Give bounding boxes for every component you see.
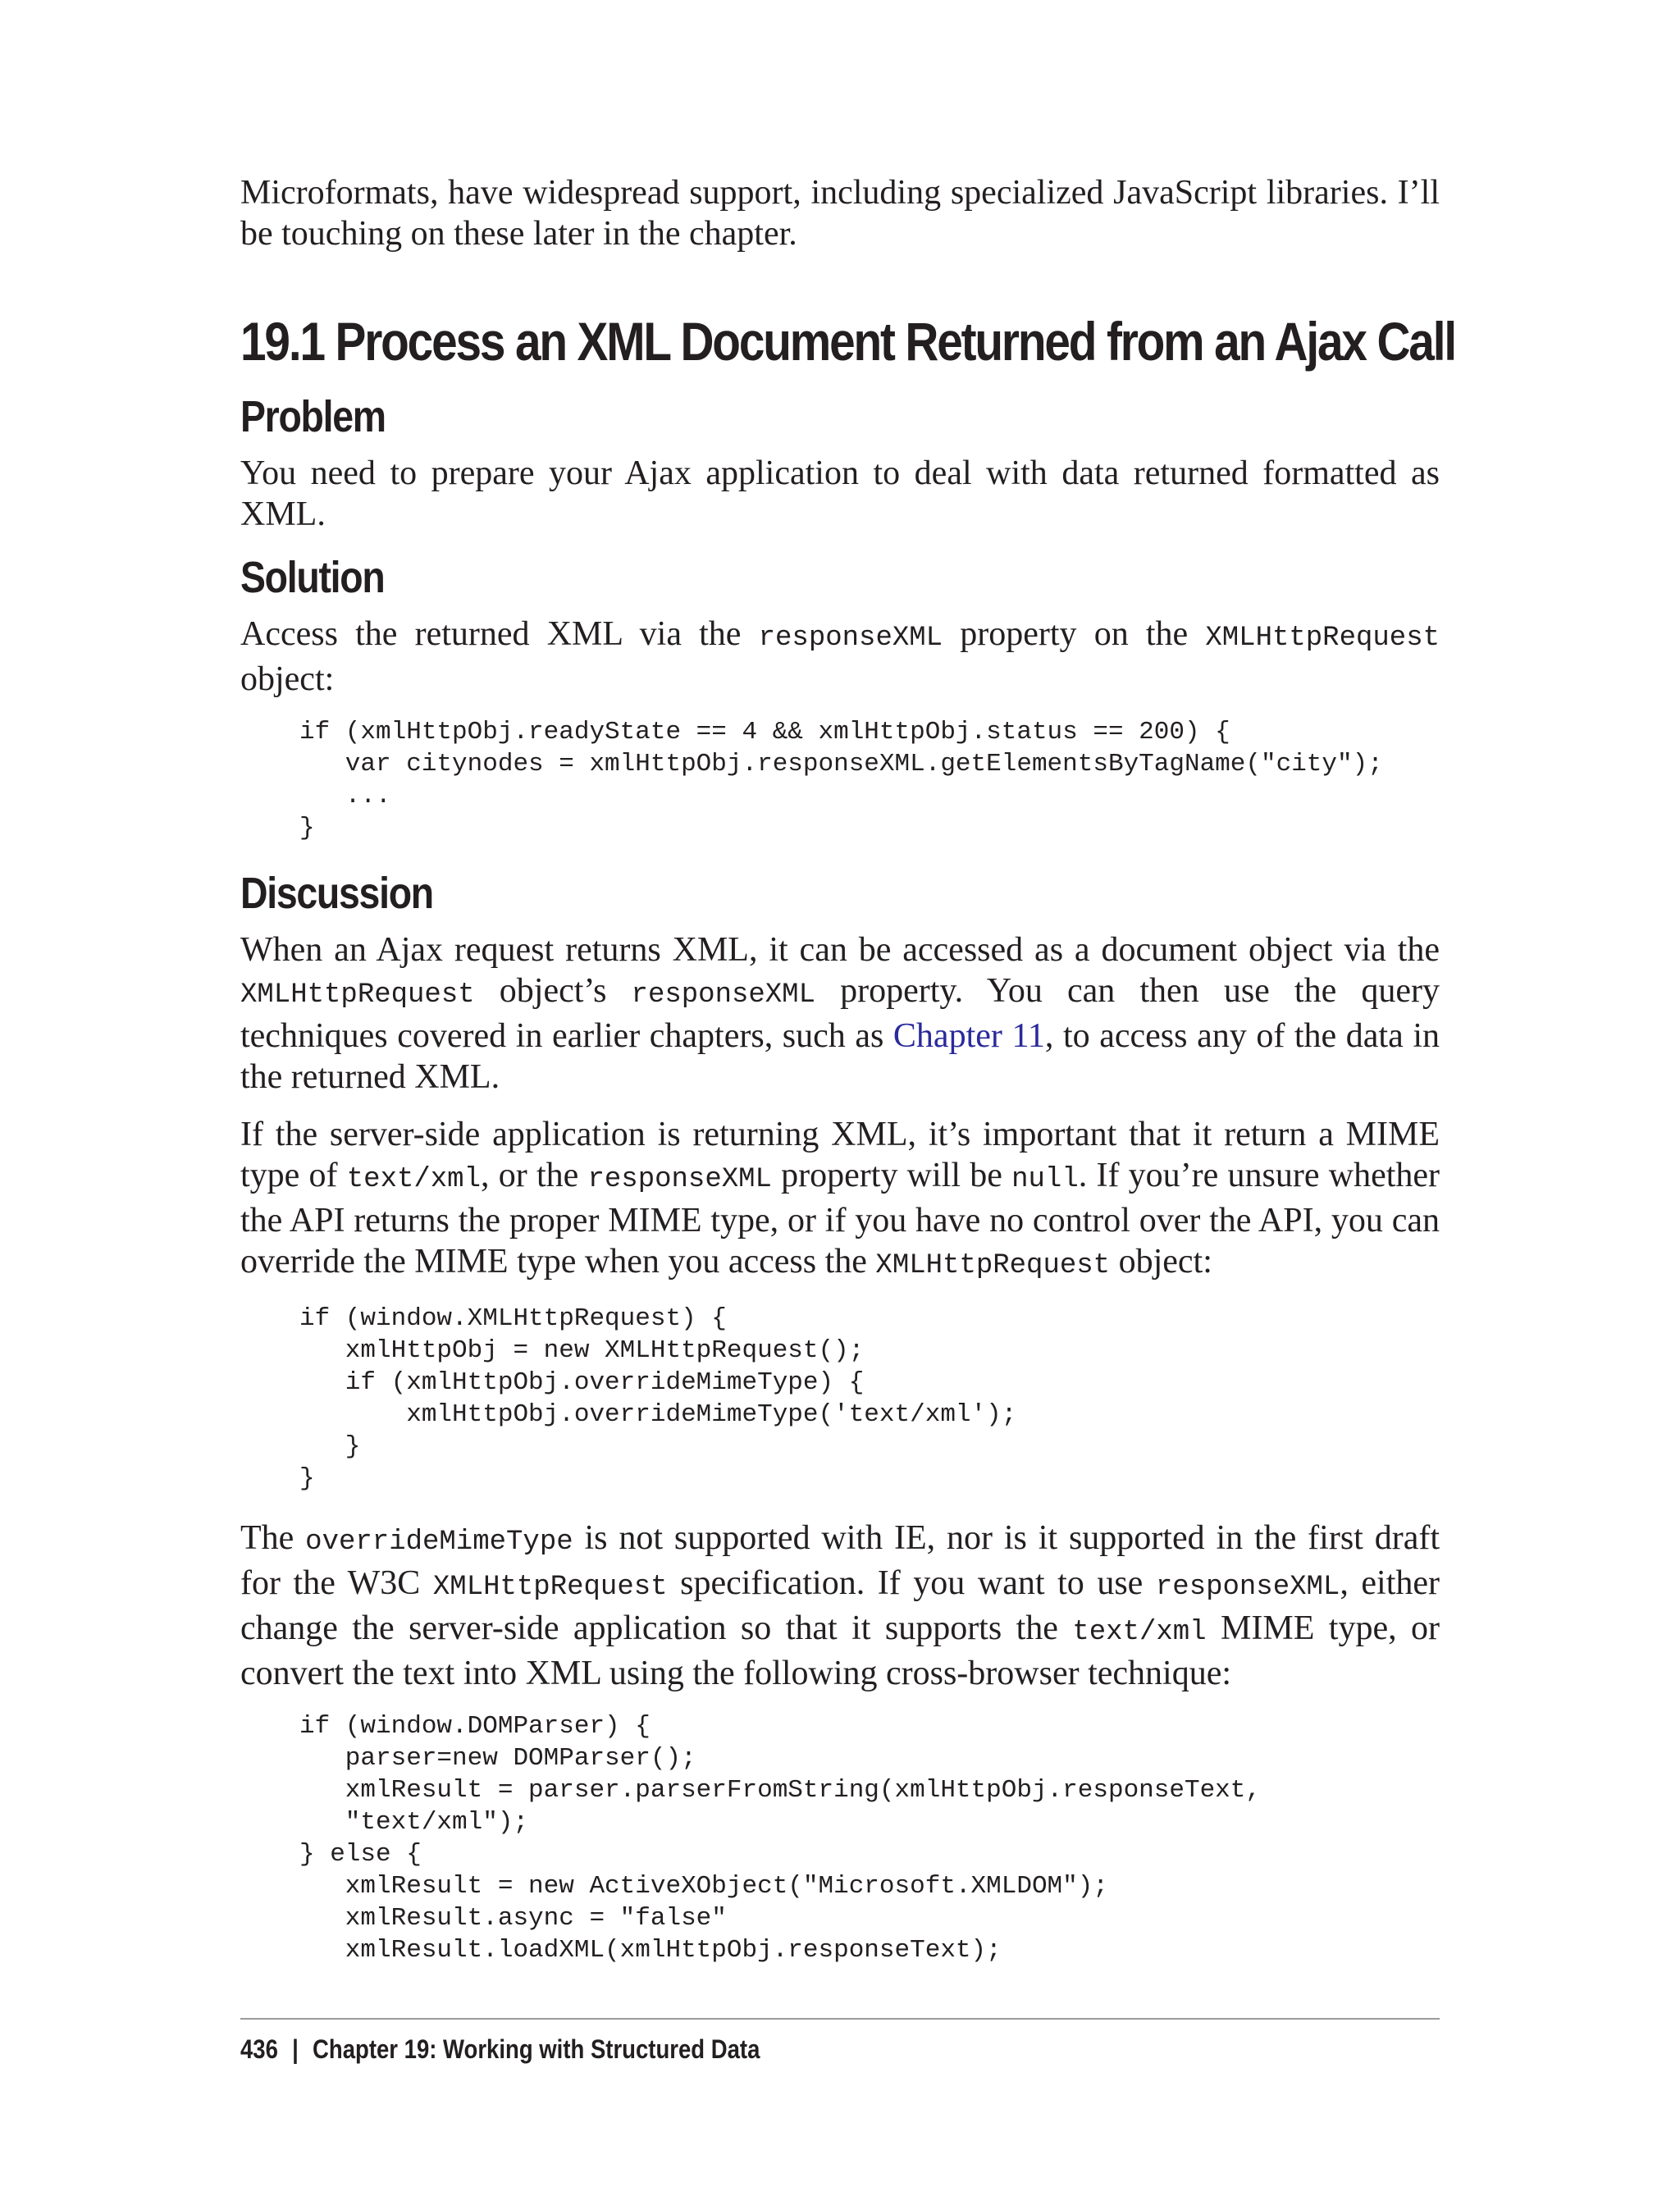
solution-text-2: property on the	[943, 615, 1206, 653]
page-footer	[240, 2033, 760, 2066]
solution-code-1: responseXML	[758, 623, 943, 654]
p2-code-3: null	[1011, 1164, 1079, 1195]
discussion-paragraph-1	[240, 929, 1440, 1098]
running-chapter-title: Chapter 19: Working with Structured Data	[313, 2034, 760, 2064]
p3-code-1: overrideMimeType	[305, 1527, 573, 1558]
discussion-heading: Discussion	[240, 869, 433, 918]
page-content	[240, 172, 1455, 1989]
chapter-11-link[interactable]: Chapter 11	[892, 1017, 1045, 1055]
solution-paragraph	[240, 614, 1440, 700]
solution-code-block: if (xmlHttpObj.readyState == 4 && xmlHttpObj.status == 200) { var citynodes = xmlHttpObj.responseXML.getElementsByTagName("city"); ... }	[299, 718, 1383, 842]
p2-code-1: text/xml	[346, 1164, 481, 1195]
p3-text-2: is not supported with IE, nor is it supported in the first draft for the W3C	[240, 1519, 1440, 1602]
problem-heading: Problem	[240, 392, 386, 441]
p1-text-4: , to access any of the data in the returned XML.	[240, 1017, 1440, 1096]
override-mime-code-block: if (window.XMLHttpRequest) { xmlHttpObj = new XMLHttpRequest(); if (xmlHttpObj.overrideMimeType) { xmlHttpObj.overrideMimeType('text/xml'); } }	[299, 1304, 1017, 1493]
p2-text-5: object:	[1110, 1243, 1212, 1281]
p2-text-3: property will be	[771, 1157, 1012, 1194]
p3-text-4: , either change the server-side application so that it supports the	[240, 1564, 1440, 1647]
intro-paragraph: Microformats, have widespread support, including specialized JavaScript libraries. I’ll be touching on these later in the chapter.	[240, 174, 1440, 253]
problem-paragraph: You need to prepare your Ajax application to deal with data returned formatted as XML.	[240, 454, 1440, 533]
discussion-paragraph-3	[240, 1518, 1440, 1694]
solution-text-1: Access the returned XML via the	[240, 615, 759, 653]
p3-code-4: text/xml	[1072, 1617, 1207, 1648]
p2-text-4: . If you’re unsure whether the API returns the proper MIME type, or if you have no control over the API, you can override the MIME type when you access the	[240, 1157, 1440, 1281]
discussion-paragraph-2	[240, 1114, 1440, 1286]
p3-text-1: The	[240, 1519, 306, 1557]
section-title: 19.1 Process an XML Document Returned from an Ajax Call	[240, 311, 1455, 372]
p2-code-2: responseXML	[587, 1164, 772, 1195]
p1-text-3: property. You can then use the query techniques covered in earlier chapters, such as	[240, 972, 1440, 1055]
footer-rule	[240, 2018, 1440, 2020]
page-number: 436	[240, 2034, 278, 2064]
p2-code-4: XMLHttpRequest	[875, 1250, 1111, 1281]
p1-text-2: object’s	[474, 972, 632, 1010]
p1-code-2: responseXML	[631, 979, 815, 1011]
p3-code-2: XMLHttpRequest	[432, 1572, 668, 1603]
p3-text-3: specification. If you want to use	[667, 1564, 1156, 1602]
footer-separator: |	[292, 2034, 299, 2064]
p2-text-1: If the server-side application is returning XML, it’s important that it return a MIME type of	[240, 1116, 1440, 1194]
p2-text-2: , or the	[481, 1157, 588, 1194]
solution-heading: Solution	[240, 553, 385, 602]
p3-text-5: MIME type, or convert the text into XML using the following cross-browser technique:	[240, 1609, 1440, 1692]
p1-code-1: XMLHttpRequest	[240, 979, 475, 1011]
p3-code-3: responseXML	[1155, 1572, 1340, 1603]
solution-code-2: XMLHttpRequest	[1205, 623, 1440, 654]
p1-text-1: When an Ajax request returns XML, it can be accessed as a document object via the	[240, 931, 1440, 969]
solution-text-3: object:	[240, 660, 335, 698]
dom-parser-code-block: if (window.DOMParser) { parser=new DOMParser(); xmlResult = parser.parserFromString(xmlHttpObj.responseText, "text/xml"); } else { xmlResult = new ActiveXObject("Microsoft.XMLDOM"); xmlResult.async = "false" xmlResult.loadXML(xmlHttpObj.responseText);	[299, 1712, 1261, 1965]
